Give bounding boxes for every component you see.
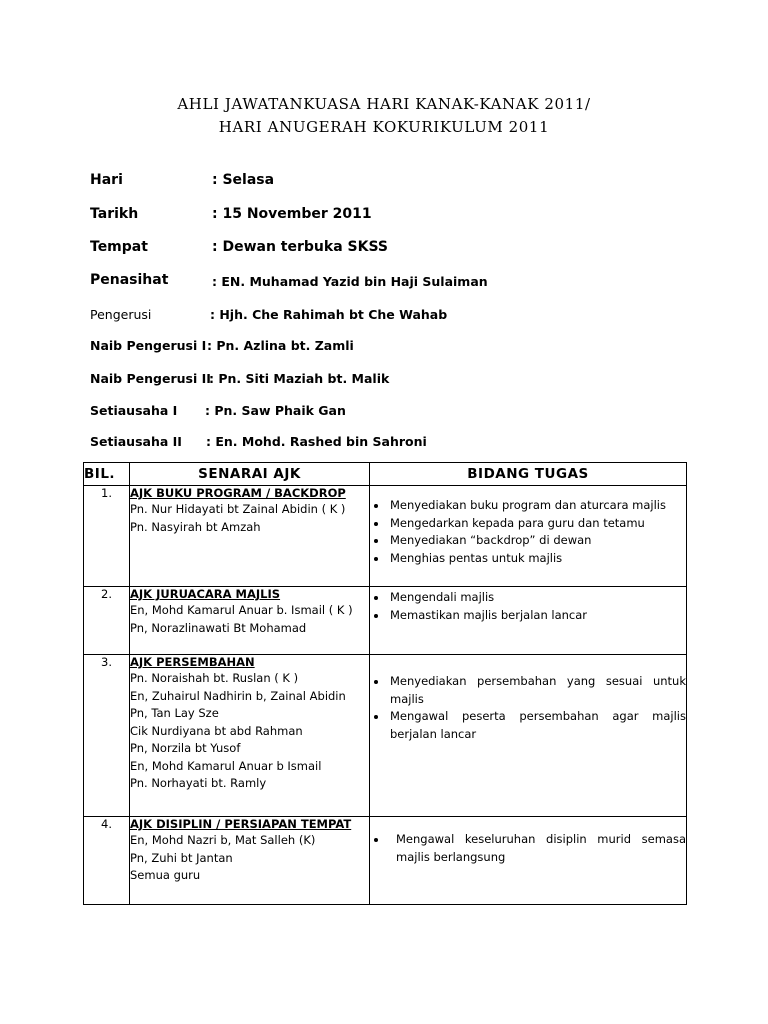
duty-item: Mengawal keseluruhan disiplin murid semasa majlis berlangsung: [370, 831, 686, 866]
member-name: Pn. Nur Hidayati bt Zainal Abidin ( K ): [130, 502, 346, 516]
duty-item: Mengawal peserta persembahan agar majlis berjalan lancar: [370, 708, 686, 743]
duty-item: Menyediakan “backdrop” di dewan: [370, 532, 686, 550]
info-label: Tarikh: [90, 206, 139, 222]
table-row: [84, 655, 687, 817]
info-value: : Hjh. Che Rahimah bt Che Wahab: [210, 307, 448, 322]
member-name: En, Zuhairul Nadhirin b, Zainal Abidin: [130, 688, 346, 703]
member-name: Pn. Norhayati bt. Ramly: [130, 776, 267, 790]
title-line-1: AHLI JAWATANKUASA HARI KANAK-KANAK 2011/: [177, 95, 591, 113]
info-label: Penasihat: [90, 272, 169, 288]
info-label: Tempat: [90, 239, 148, 255]
duty-list: [370, 831, 686, 866]
member-name: Pn, Norzila bt Yusof: [130, 741, 241, 755]
info-label: Naib Pengerusi II: [90, 371, 211, 386]
duties-cell: [370, 587, 687, 655]
header-senarai-ajk: SENARAI AJK: [130, 463, 370, 486]
duties-cell: [370, 655, 687, 817]
row-number: 2.: [84, 587, 130, 655]
duty-item: Menyediakan persembahan yang sesuai untuk majlis: [370, 673, 686, 708]
committee-name: AJK BUKU PROGRAM / BACKDROP: [130, 486, 346, 500]
member-name: En, Mohd Nazri b, Mat Salleh (K): [130, 833, 316, 847]
member-name: Semua guru: [130, 868, 201, 882]
row-number: 4.: [84, 817, 130, 905]
title-line-2: HARI ANUGERAH KOKURIKULUM 2011: [218, 118, 550, 136]
member-name: Pn, Zuhi bt Jantan: [130, 850, 233, 865]
committee-name: AJK DISIPLIN / PERSIAPAN TEMPAT: [130, 817, 352, 831]
table-row: [84, 587, 687, 655]
table-row: [84, 817, 687, 905]
duty-item: Menyediakan buku program dan aturcara majlis: [370, 497, 686, 515]
info-value: : Pn. Siti Maziah bt. Malik: [209, 371, 390, 386]
duty-item: Mengendali majlis: [370, 589, 686, 607]
info-value: : Dewan terbuka SKSS: [212, 239, 388, 255]
member-name: En, Mohd Kamarul Anuar b Ismail: [130, 758, 322, 773]
member-name: Pn, Norazlinawati Bt Mohamad: [130, 620, 307, 635]
info-label: Setiausaha II: [90, 434, 182, 449]
info-label: Setiausaha I: [90, 403, 178, 418]
duty-item: Menghias pentas untuk majlis: [370, 550, 686, 568]
members-cell: [130, 817, 370, 905]
committee-table: [83, 462, 687, 905]
member-name: En, Mohd Kamarul Anuar b. Ismail ( K ): [130, 603, 353, 617]
duties-cell: [370, 486, 687, 587]
member-name: Pn, Tan Lay Sze: [130, 706, 219, 720]
table-row: [84, 486, 687, 587]
table-header-row: [84, 463, 687, 486]
duty-list: [370, 589, 686, 624]
info-value: : Pn. Azlina bt. Zamli: [207, 338, 354, 353]
info-value: : En. Mohd. Rashed bin Sahroni: [206, 434, 427, 449]
header-bidang-tugas: BIDANG TUGAS: [370, 463, 687, 486]
info-value: : Pn. Saw Phaik Gan: [205, 403, 346, 418]
duties-cell: [370, 817, 687, 905]
info-value: : EN. Muhamad Yazid bin Haji Sulaiman: [212, 274, 488, 289]
member-name: Pn. Nasyirah bt Amzah: [130, 519, 261, 534]
member-name: Pn. Noraishah bt. Ruslan ( K ): [130, 671, 299, 685]
duty-item: Memastikan majlis berjalan lancar: [370, 607, 686, 625]
row-number: 1.: [84, 486, 130, 587]
info-label: Hari: [90, 172, 123, 188]
members-cell: [130, 486, 370, 587]
info-value: : 15 November 2011: [212, 206, 372, 222]
committee-name: AJK JURUACARA MAJLIS: [130, 587, 281, 601]
members-cell: [130, 655, 370, 817]
info-label: Pengerusi: [90, 307, 152, 322]
members-cell: [130, 587, 370, 655]
committee-name: AJK PERSEMBAHAN: [130, 655, 255, 669]
info-value: : Selasa: [212, 172, 275, 188]
member-name: Cik Nurdiyana bt abd Rahman: [130, 723, 303, 738]
duty-item: Mengedarkan kepada para guru dan tetamu: [370, 515, 686, 533]
header-bil: BIL.: [84, 463, 130, 486]
duty-list: [370, 673, 686, 743]
info-label: Naib Pengerusi I: [90, 338, 207, 353]
row-number: 3.: [84, 655, 130, 817]
duty-list: [370, 497, 686, 567]
